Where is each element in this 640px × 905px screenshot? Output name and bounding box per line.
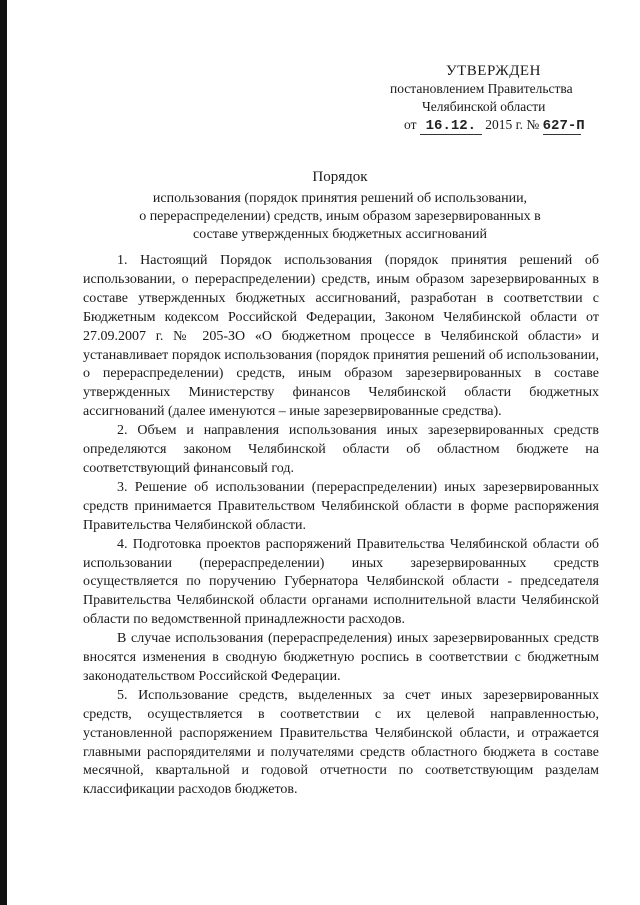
paragraph-3: 3. Решение об использовании (перераспределении) иных зарезервированных средств принимается Правительством Челябинской области в форме распоряжения Правительства Челябинской области. — [83, 479, 599, 533]
paragraph-4-continued: В случае использования (перераспределения) иных зарезервированных средств вносятся изменения в сводную бюджетную роспись в соответствии с бюджетным законодательством Российской Федерации. — [83, 631, 599, 684]
approval-date-prefix: от — [404, 117, 417, 132]
title-line-1: использования (порядок принятия решений об использовании, — [152, 191, 528, 206]
approval-title: УТВЕРЖДЕН — [446, 63, 541, 79]
title-line-3: составе утвержденных бюджетных ассигнований — [193, 227, 487, 242]
approval-region: Челябинской области — [422, 99, 546, 114]
paragraph-5: 5. Использование средств, выделенных за счет иных зарезервированных средств, осуществляется в соответствии с их целевой направленностью, установленной распоряжением Правительства Челябинской области, и отражается главными распорядителями и получателями средств областного бюджета в составе месячной, квартальной и годовой отчетности по соответствующим разделам классификации расходов бюджетов. — [83, 687, 599, 798]
document-title — [80, 168, 600, 244]
title-main: Порядок — [312, 169, 368, 185]
paragraph-1: 1. Настоящий Порядок использования (порядок принятия решений об использовании, о перераспределении) средств, иным образом зарезервированных в составе утвержденных бюджетных ассигнований, разработан в соответствии с Бюджетным кодексом Российской Федерации, Законом Челябинской области от 27.09.2007 г. № 205-ЗО «О бюджетном процессе в Челябинской области» и устанавливает порядок использования (порядок принятия решений об использовании, о перераспределении) средств, иным образом зарезервированных в составе утвержденных Министерству финансов Челябинской области бюджетных ассигнований (далее именуются – иные зарезервированные средства). — [83, 253, 599, 420]
title-line-2: о перераспределении) средств, иным образом зарезервированных в — [139, 209, 541, 224]
approval-block — [360, 62, 620, 135]
paragraph-4: 4. Подготовка проектов распоряжений Правительства Челябинской области об использовании (перераспределении) иных зарезервированных средств осуществляется по поручению Губернатора Челябинской области - председателя Правительства Челябинской области органами исполнительной власти Челябинской области по ведомственной принадлежности расходов. — [83, 536, 599, 628]
document-body — [83, 252, 599, 800]
approval-by-resolution: постановлением Правительства — [390, 81, 573, 96]
approval-year: 2015 г. № — [485, 117, 540, 132]
scan-left-edge — [0, 0, 7, 905]
approval-number-handwritten: 627-П — [542, 118, 585, 134]
approval-date-line — [404, 116, 620, 135]
paragraph-2: 2. Объем и направления использования иных зарезервированных средств определяются законом Челябинской области об областном бюджете на соответствующий финансовый год. — [83, 423, 599, 476]
approval-date-handwritten: 16.12. — [420, 119, 482, 135]
